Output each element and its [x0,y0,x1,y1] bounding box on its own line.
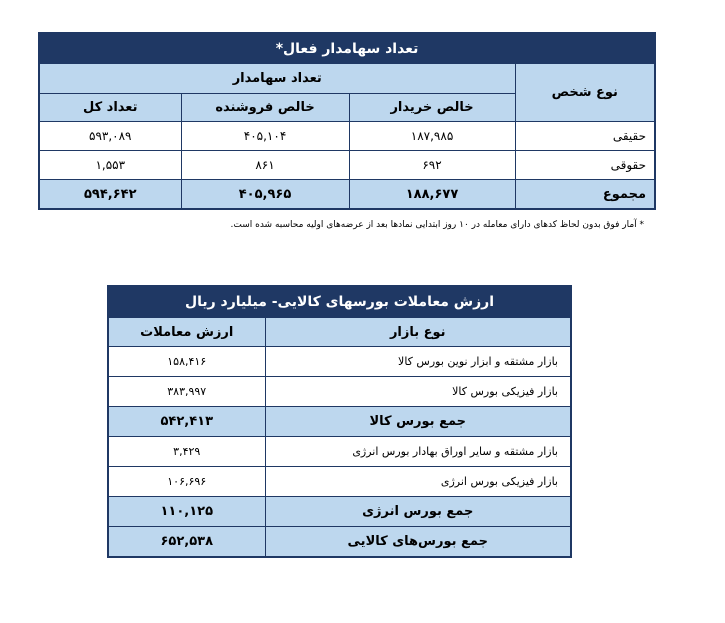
table1-title: تعداد سهامدار فعال* [39,33,655,64]
table-row [108,377,571,407]
commodity-exchange-trades-table [107,285,572,558]
col-total-header: تعداد کل [39,94,181,122]
table-row [39,122,655,151]
trade-value: ۵۴۲,۴۱۳ [108,407,265,437]
subtotal-row [108,497,571,527]
trade-value: ۱۰۶,۶۹۶ [108,467,265,497]
market-label: بازار مشتقه و سایر اوراق بهادار بورس انرژی [265,437,571,467]
row-label: حقوقی [515,151,655,180]
market-label: جمع بورس‌های کالایی [265,527,571,558]
subtotal-row [108,407,571,437]
table-row [108,347,571,377]
col-person-type-header: نوع شخص [515,64,655,122]
active-shareholders-table [38,32,656,210]
trade-value: ۱۱۰,۱۲۵ [108,497,265,527]
market-label: بازار مشتقه و ابزار نوین بورس کالا [265,347,571,377]
footnote: * آمار فوق بدون لحاظ کدهای دارای معامله در ۱۰ روز ابتدایی نمادها بعد از عرضه‌های اولیه محاسبه شده است. [230,220,644,230]
trade-value: ۶۵۲,۵۳۸ [108,527,265,558]
net-buyer-value: ۶۹۲ [349,151,515,180]
trade-value: ۳,۴۲۹ [108,437,265,467]
market-label: بازار فیزیکی بورس کالا [265,377,571,407]
net-seller-value: ۴۰۵,۱۰۴ [181,122,349,151]
total-value: ۵۹۳,۰۸۹ [39,122,181,151]
market-label: جمع بورس کالا [265,407,571,437]
col-shareholder-count-header: تعداد سهامدار [39,64,515,94]
table-row [108,437,571,467]
total-net-seller: ۴۰۵,۹۶۵ [181,180,349,210]
total-label: مجموع [515,180,655,210]
total-row [39,180,655,210]
col-market-type-header: نوع بازار [265,318,571,347]
total-net-buyer: ۱۸۸,۶۷۷ [349,180,515,210]
net-seller-value: ۸۶۱ [181,151,349,180]
net-buyer-value: ۱۸۷,۹۸۵ [349,122,515,151]
trade-value: ۳۸۳,۹۹۷ [108,377,265,407]
table-row [108,467,571,497]
trade-value: ۱۵۸,۴۱۶ [108,347,265,377]
col-net-seller-header: خالص فروشنده [181,94,349,122]
col-trade-value-header: ارزش معاملات [108,318,265,347]
market-label: بازار فیزیکی بورس انرژی [265,467,571,497]
total-value: ۱,۵۵۳ [39,151,181,180]
col-net-buyer-header: خالص خریدار [349,94,515,122]
table2-title: ارزش معاملات بورسهای کالایی- میلیارد ریال [108,286,571,318]
market-label: جمع بورس انرژی [265,497,571,527]
table-row [39,151,655,180]
row-label: حقیقی [515,122,655,151]
subtotal-row [108,527,571,558]
total-total: ۵۹۴,۶۴۲ [39,180,181,210]
